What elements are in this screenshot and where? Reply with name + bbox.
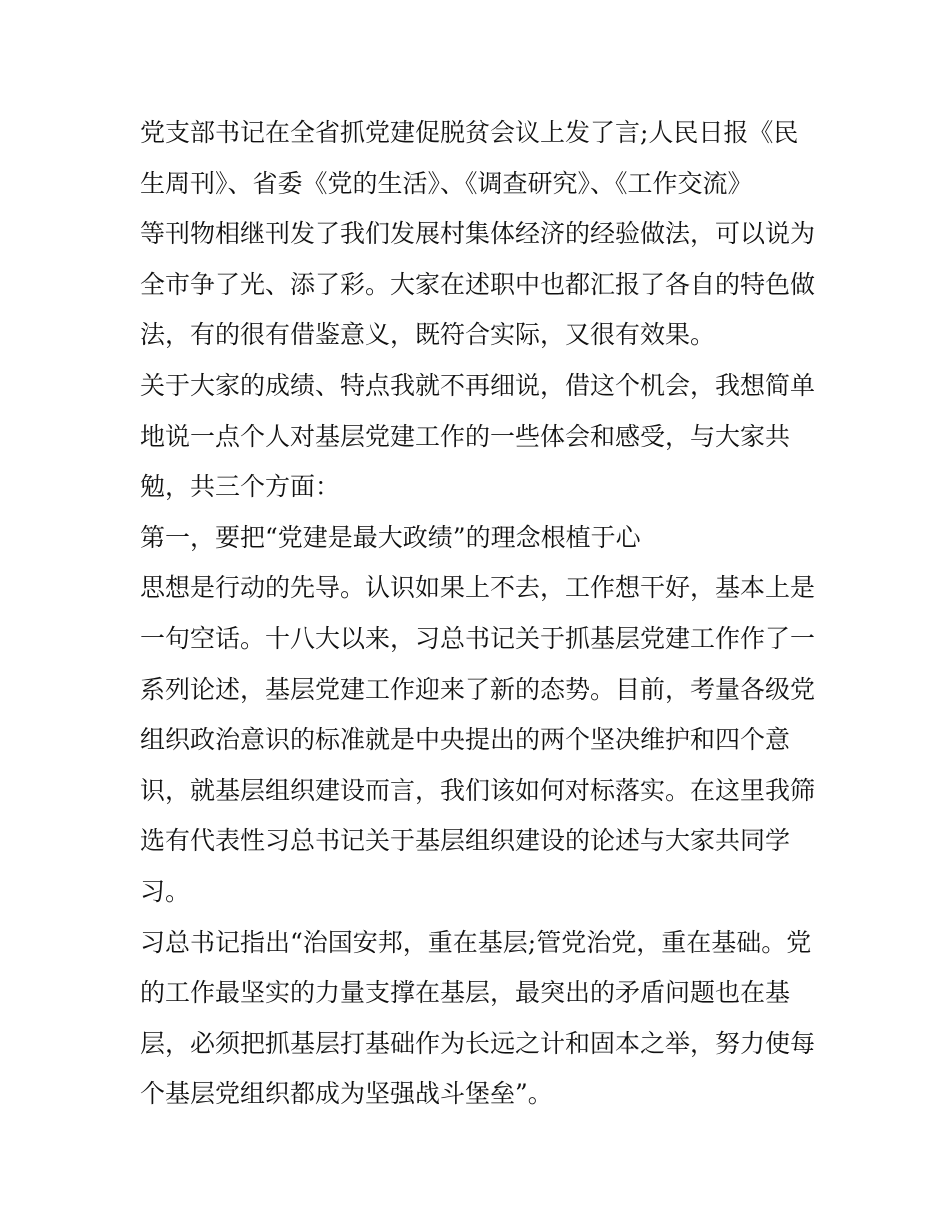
text-line: 组织政治意识的标准就是中央提出的两个坚决维护和四个意 xyxy=(140,725,791,755)
text-line: 法，有的很有借鉴意义，既符合实际，又很有效果。 xyxy=(140,320,716,350)
text-line: 习。 xyxy=(140,876,191,906)
section-heading: 第一，要把“党建是最大政绩”的理念根植于心 xyxy=(140,522,641,552)
text-line: 识，就基层组织建设而言，我们该如何对标落实。在这里我筛 xyxy=(140,775,816,805)
text-line: 地说一点个人对基层党建工作的一些体会和感受，与大家共 xyxy=(140,421,791,451)
text-line: 个基层党组织都成为坚强战斗堡垒”。 xyxy=(140,1079,553,1109)
text-line: 层，必须把抓基层打基础作为长远之计和固本之举，努力使每 xyxy=(140,1028,816,1058)
text-line: 思想是行动的先导。认识如果上不去，工作想干好，基本上是 xyxy=(140,573,816,603)
text-line: 勉，共三个方面： xyxy=(140,472,341,502)
text-line: 生周刊》、省委《党的生活》、《调查研究》、《工作交流》 xyxy=(140,168,753,198)
text-line: 的工作最坚实的力量支撑在基层，最突出的矛盾问题也在基 xyxy=(140,978,791,1008)
text-line: 习总书记指出“治国安邦，重在基层;管党治党，重在基础。党 xyxy=(140,927,812,957)
text-line: 系列论述，基层党建工作迎来了新的态势。目前，考量各级党 xyxy=(140,674,816,704)
text-line: 全市争了光、添了彩。大家在述职中也都汇报了各自的特色做 xyxy=(140,269,816,299)
document-body xyxy=(140,108,820,1120)
text-line: 党支部书记在全省抓党建促脱贫会议上发了言;人民日报《民 xyxy=(140,118,799,147)
text-line: 等刊物相继刊发了我们发展村集体经济的经验做法，可以说为 xyxy=(140,219,816,249)
text-line: 选有代表性习总书记关于基层组织建设的论述与大家共同学 xyxy=(140,826,791,856)
text-line: 关于大家的成绩、特点我就不再细说，借这个机会，我想简单 xyxy=(140,370,816,400)
text-line: 一句空话。十八大以来，习总书记关于抓基层党建工作作了一 xyxy=(140,623,816,653)
